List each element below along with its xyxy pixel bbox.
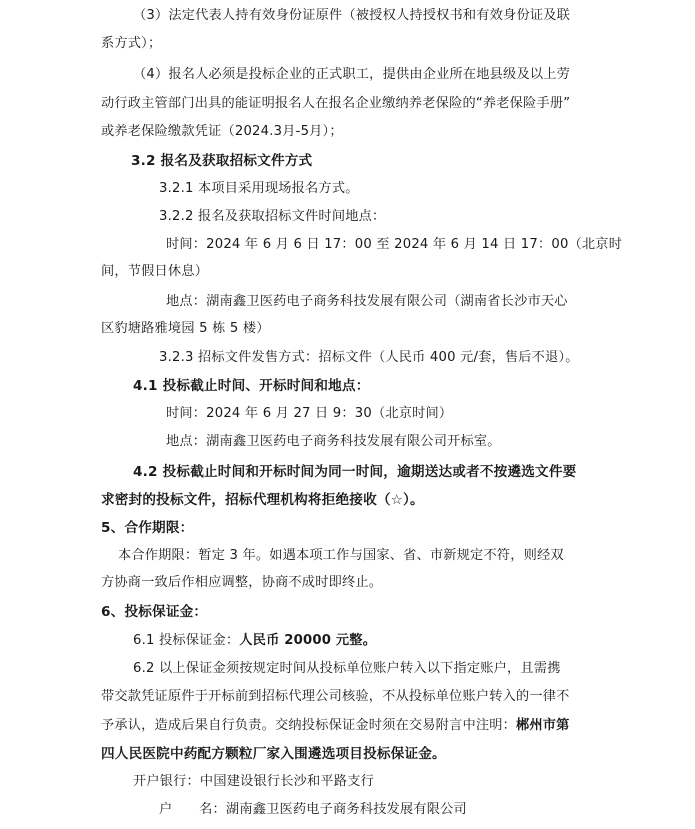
signup-place-line-2: 区豹塘路雅境园 5 栋 5 楼） xyxy=(101,321,270,336)
section-6-heading: 6、投标保证金： xyxy=(101,604,208,620)
section-6-2-line-3-text: 予承认，造成后果自行负责。交纳投标保证金时须在交易附言中注明： xyxy=(101,718,517,733)
section-6-2-line-3-bold: 郴州市第 xyxy=(516,718,570,733)
deposit-amount: 人民币 20000 元整。 xyxy=(239,633,377,648)
section-6-2-line-3 xyxy=(101,716,570,736)
signup-place-line-1: 地点：湖南鑫卫医药电子商务科技发展有限公司（湖南省长沙市天心 xyxy=(166,294,568,309)
section-6-2-line-2: 带交款凭证原件于开标前到招标代理公司核验，不从投标单位账户转入的一律不 xyxy=(101,689,570,704)
bid-deadline-time: 时间：2024 年 6 月 27 日 9：30（北京时间） xyxy=(166,406,453,421)
signup-time-line-2: 间，节假日休息） xyxy=(101,264,209,279)
section-4-2-line-1: 4.2 投标截止时间和开标时间为同一时间，逾期送达或者不按遴选文件要 xyxy=(133,464,577,480)
section-4-1-heading: 4.1 投标截止时间、开标时间和地点： xyxy=(133,378,370,394)
section-3-2-3: 3.2.3 招标文件发售方式：招标文件（人民币 400 元/套，售后不退）。 xyxy=(159,350,579,365)
section-6-2-line-1: 6.2 以上保证金须按规定时间从投标单位账户转入以下指定账户，且需携 xyxy=(133,661,561,676)
section-5-line-1: 本合作期限：暂定 3 年。如遇本项工作与国家、省、市新规定不符，则经双 xyxy=(118,548,564,563)
paragraph-4-line-1: （4）报名人必须是投标企业的正式职工，提供由企业所在地县级及以上劳 xyxy=(133,67,570,82)
account-name: 户 名：湖南鑫卫医药电子商务科技发展有限公司 xyxy=(159,802,467,817)
paragraph-3-line-1: （3）法定代表人持有效身份证原件（被授权人持授权书和有效身份证及联 xyxy=(133,8,570,23)
paragraph-4-line-3: 或养老保险缴款凭证（2024.3月-5月）； xyxy=(101,124,343,139)
bank-name: 开户银行：中国建设银行长沙和平路支行 xyxy=(133,774,374,789)
section-5-heading: 5、合作期限： xyxy=(101,520,194,536)
paragraph-3-line-2: 系方式）； xyxy=(101,36,162,51)
section-6-2-line-4: 四人民医院中药配方颗粒厂家入围遴选项目投标保证金。 xyxy=(101,746,446,762)
bid-opening-place: 地点：湖南鑫卫医药电子商务科技发展有限公司开标室。 xyxy=(166,434,501,449)
section-6-1 xyxy=(133,631,376,651)
section-3-2-2: 3.2.2 报名及获取招标文件时间地点： xyxy=(159,209,386,224)
section-3-2-1: 3.2.1 本项目采用现场报名方式。 xyxy=(159,181,359,196)
paragraph-4-line-2: 动行政主管部门出具的能证明报名人在报名企业缴纳养老保险的“养老保险手册” xyxy=(101,96,571,111)
section-5-line-2: 方协商一致后作相应调整，协商不成时即终止。 xyxy=(101,575,383,590)
section-3-2-heading: 3.2 报名及获取招标文件方式 xyxy=(131,153,313,169)
deposit-label: 6.1 投标保证金： xyxy=(133,633,240,648)
signup-time-line-1: 时间：2024 年 6 月 6 日 17：00 至 2024 年 6 月 14 日 17：00（北京时 xyxy=(166,237,623,252)
section-4-2-line-2: 求密封的投标文件，招标代理机构将拒绝接收（☆）。 xyxy=(101,492,424,508)
